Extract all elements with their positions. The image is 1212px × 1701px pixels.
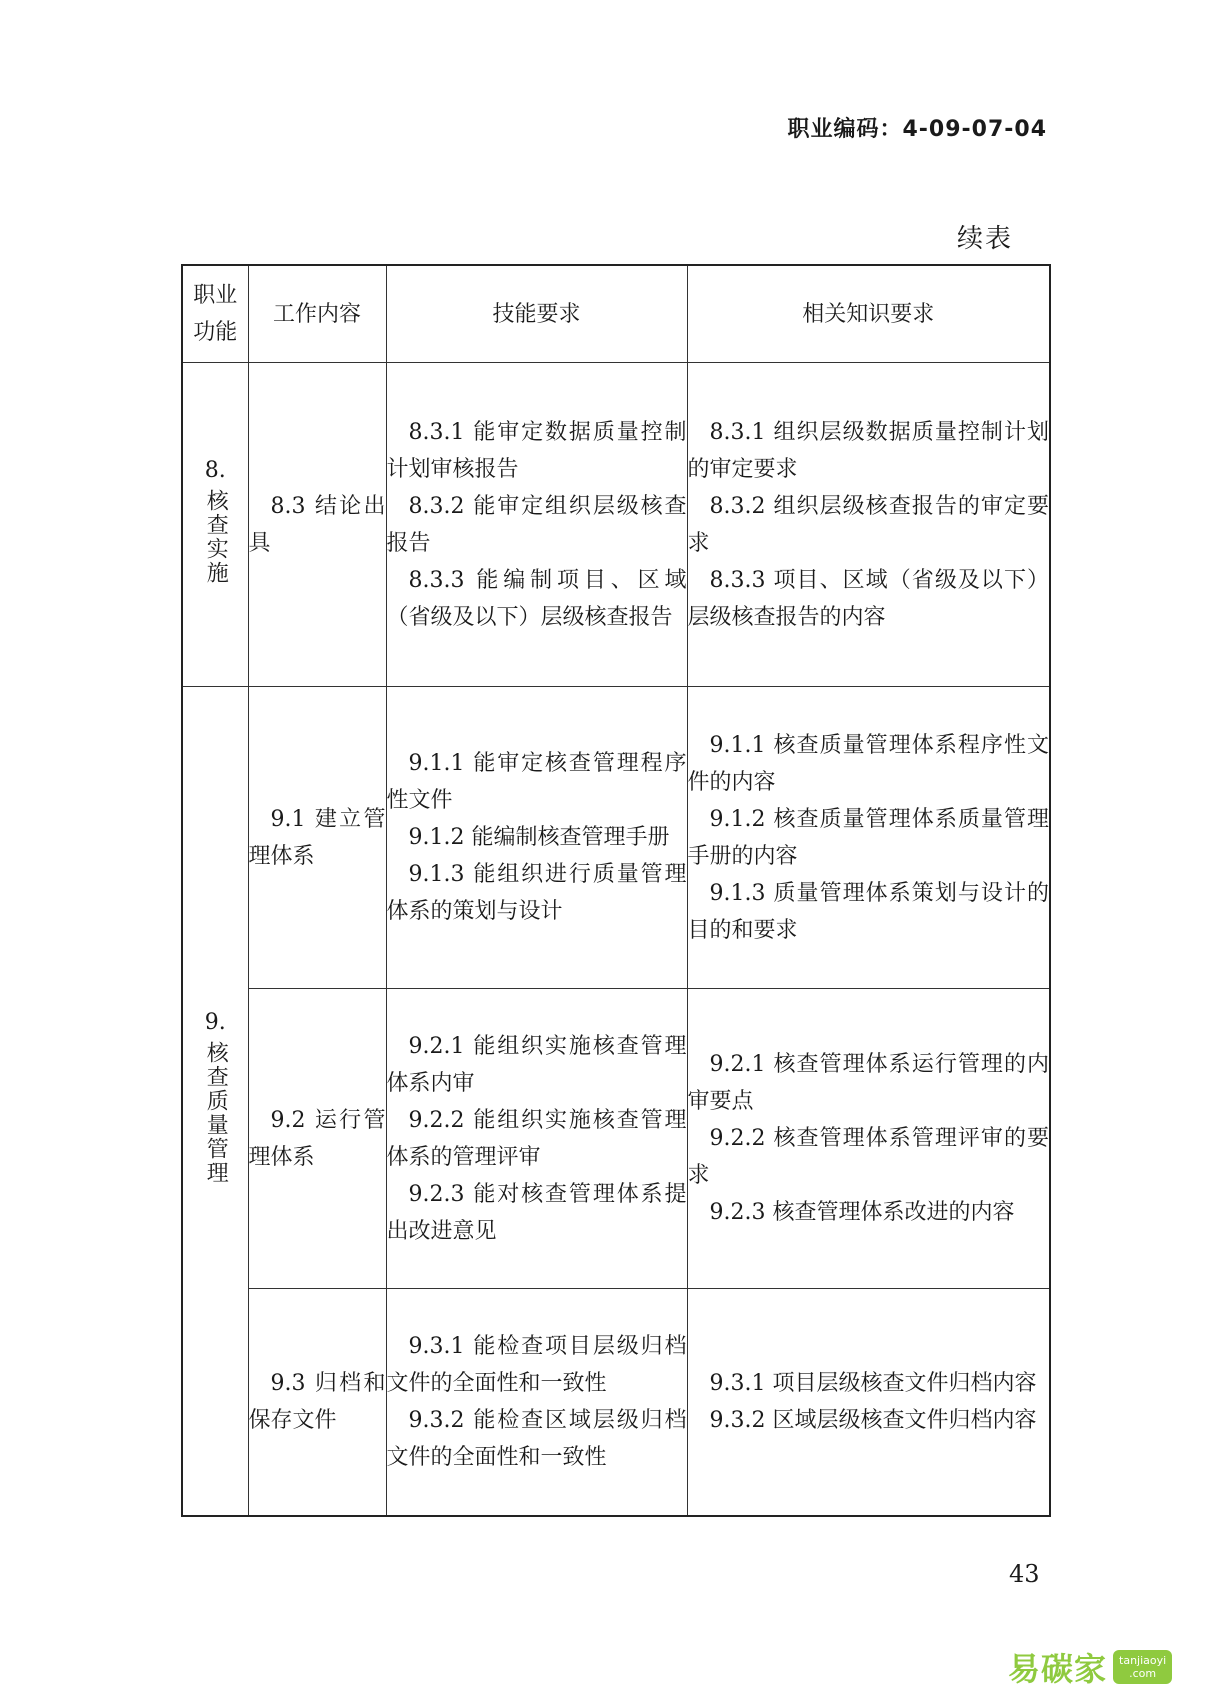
table-row [182,363,1050,687]
skills-requirement-table [181,264,1051,1517]
skills-cell [386,1289,687,1516]
knowledge-item: 9.2.1 核查管理体系运行管理的内审要点 [687,1052,1049,1114]
work-content-cell [248,1289,386,1516]
header-skill-requirements: 技能要求 [386,265,687,363]
function-name: 核查质量管理 [203,1041,229,1186]
table-row [182,1289,1050,1516]
site-watermark [1008,1643,1198,1691]
table-row [182,989,1050,1289]
skill-item: 9.2.3 能对核查管理体系提出改进意见 [386,1181,687,1244]
work-content-text: 9.1 建立管理体系 [248,806,386,869]
knowledge-cell [687,1289,1050,1516]
knowledge-item: 9.3.1 项目层级核查文件归档内容 [709,1370,1037,1396]
function-cell [182,687,248,1516]
watermark-brand: 易碳家 [1008,1650,1108,1688]
knowledge-item: 8.3.2 组织层级核查报告的审定要求 [687,493,1049,556]
skill-item: 8.3.1 能审定数据质量控制计划审核报告 [386,419,687,482]
occupation-code: 职业编码：4-09-07-04 [787,117,1047,142]
work-content-cell [248,363,386,687]
function-cell [182,363,248,687]
skill-item: 9.1.1 能审定核查管理程序性文件 [386,751,687,813]
skills-cell [386,687,687,989]
knowledge-item: 9.1.1 核查质量管理体系程序性文件的内容 [687,732,1049,795]
skill-item: 9.3.2 能检查区域层级归档文件的全面性和一致性 [386,1407,687,1470]
function-name: 核查实施 [203,489,229,585]
skill-item: 9.1.3 能组织进行质量管理体系的策划与设计 [386,862,687,924]
header-knowledge-requirements: 相关知识要求 [687,265,1050,363]
knowledge-cell [687,363,1050,687]
skills-cell [386,989,687,1289]
knowledge-item: 9.1.2 核查质量管理体系质量管理手册的内容 [687,806,1049,869]
work-content-cell [248,687,386,989]
page-number: 43 [1009,1560,1040,1588]
function-number: 8. [204,458,226,483]
work-content-text: 8.3 结论出具 [248,493,386,556]
knowledge-item: 9.2.3 核查管理体系改进的内容 [709,1200,1015,1225]
work-content-cell [248,989,386,1289]
skill-item: 9.2.2 能组织实施核查管理体系的管理评审 [386,1107,687,1170]
watermark-domain: .com [1129,1667,1157,1680]
work-content-text: 9.2 运行管理体系 [248,1107,386,1170]
skill-item: 8.3.2 能审定组织层级核查报告 [386,493,687,556]
skill-item: 9.2.1 能组织实施核查管理体系内审 [386,1033,687,1096]
knowledge-item: 9.2.2 核查管理体系管理评审的要求 [687,1126,1049,1188]
header-work-content: 工作内容 [248,265,386,363]
function-number: 9. [204,1010,226,1036]
knowledge-cell [687,687,1050,989]
knowledge-item: 8.3.1 组织层级数据质量控制计划的审定要求 [687,419,1049,482]
table-row [182,687,1050,989]
knowledge-cell [687,989,1050,1289]
skill-item: 9.3.1 能检查项目层级归档文件的全面性和一致性 [386,1333,687,1396]
table-header-row [182,265,1050,363]
knowledge-item: 9.3.2 区域层级核查文件归档内容 [709,1407,1037,1433]
continuation-label: 续表 [957,224,1014,254]
skill-item: 9.1.2 能编制核查管理手册 [408,825,670,850]
watermark-site: tanjiaoyi [1119,1654,1167,1667]
header-function: 职业功能 [182,265,248,363]
work-content-text: 9.3 归档和保存文件 [248,1370,386,1433]
knowledge-item: 8.3.3 项目、区域（省级及以下）层级核查报告的内容 [687,567,1049,630]
watermark-badge [1113,1650,1172,1684]
skills-cell [386,363,687,687]
skill-item: 8.3.3 能编制项目、区域（省级及以下）层级核查报告 [386,567,687,630]
knowledge-item: 9.1.3 质量管理体系策划与设计的目的和要求 [687,880,1049,943]
